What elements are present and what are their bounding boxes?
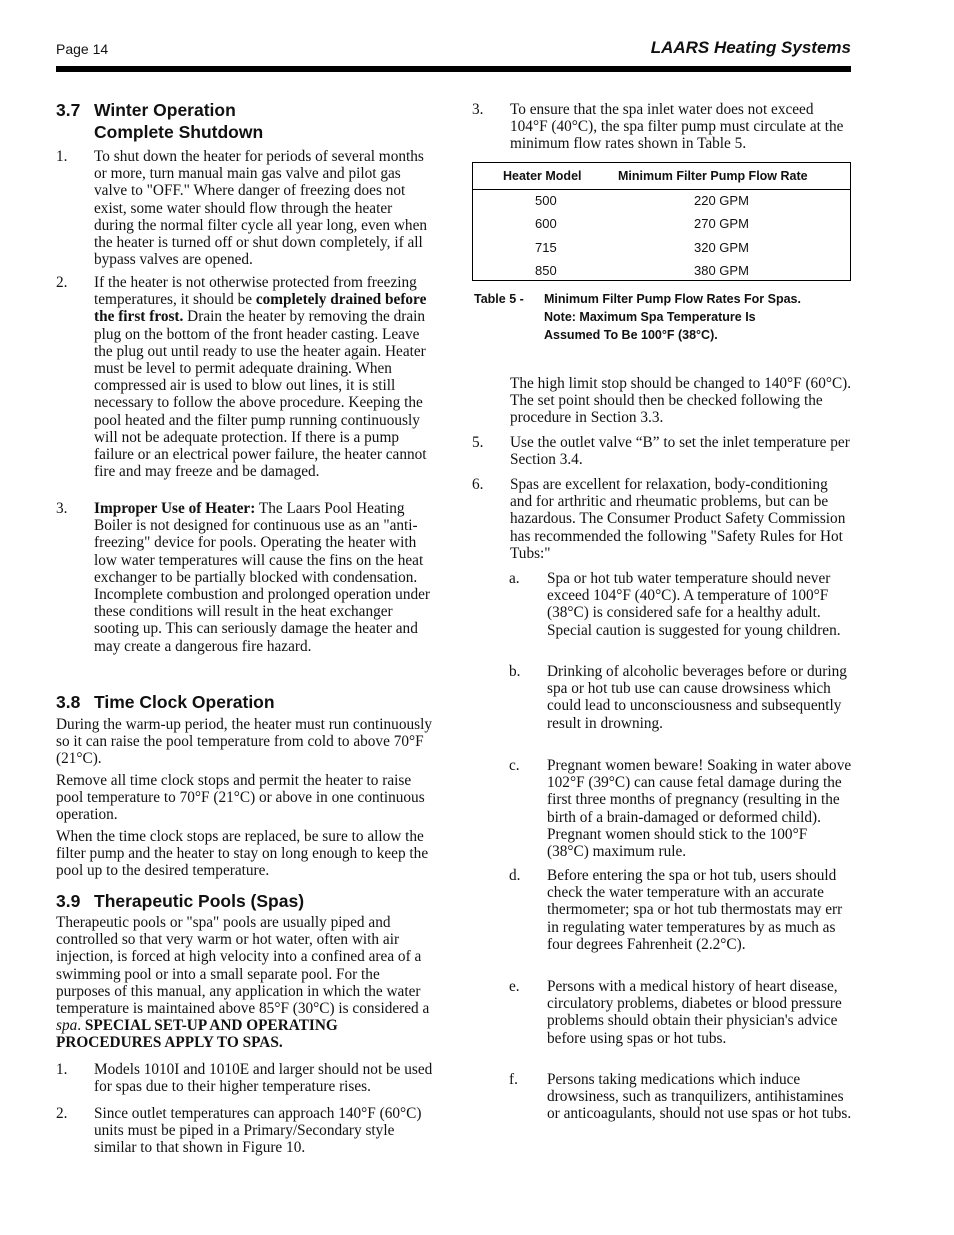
- table-cell: 380 GPM: [694, 263, 749, 278]
- list-item: [56, 148, 434, 268]
- list-item: [56, 1105, 434, 1157]
- item-text: To ensure that the spa inlet water does not exceed 104°F (40°C), the spa filter pump must circulate at the minimum flow rates shown in Table 5.: [510, 101, 844, 153]
- list-item: [472, 434, 852, 468]
- section-number: 3.8: [56, 692, 81, 712]
- text-run: The Laars Pool Heating Boiler is not designed for continuous use as an "anti-freezing" device for pools. Operating the heater with low water temperatures will cause the fins on the heat exchanger to be partially blocked with condensation. Incomplete combustion and prolonged operation under these conditions will result in the heat exchanger sooting up. This can seriously damage the heater and may create a dangerous fire hazard.: [94, 500, 431, 655]
- caption-text: Minimum Filter Pump Flow Rates For Spas.: [544, 292, 801, 306]
- section-title-line2: Complete Shutdown: [94, 122, 264, 142]
- page-number: Page 14: [56, 41, 109, 57]
- table-cell: 600: [535, 216, 557, 231]
- caption-label: Table 5 -: [474, 292, 524, 306]
- section-3-7-heading: [56, 99, 434, 143]
- item-text: Persons taking medications which induce drowsiness, such as tranquilizers, antihistamines or anticoagulants, should not use spas or hot tubs.: [547, 1071, 852, 1123]
- item-letter: b.: [509, 663, 521, 680]
- bold-text: SPECIAL SET-UP AND OPERATING PROCEDURES APPLY TO SPAS.: [56, 1017, 338, 1052]
- sub-list-item: [472, 978, 852, 1047]
- table-cell: 320 GPM: [694, 240, 749, 255]
- item-text: [94, 274, 434, 480]
- item-text: To shut down the heater for periods of several months or more, turn manual main gas valve and pilot gas valve to "OFF." Where danger of freezing does not exist, some water should flow through the heater during the normal filter cycle all year long, even when the heater is turned off or shut down completely, if all bypass valves are opened.: [94, 148, 428, 269]
- brand-title: LAARS Heating Systems: [650, 38, 851, 57]
- section-number: 3.9: [56, 891, 81, 911]
- list-item: [472, 476, 852, 562]
- item-text: Persons with a medical history of heart disease, circulatory problems, diabetes or blood pressure problems should obtain their physician's advice before using spas or hot tubs.: [547, 978, 842, 1047]
- table-header-flow: Minimum Filter Pump Flow Rate: [618, 169, 808, 183]
- item-letter: a.: [509, 570, 520, 587]
- item-text: Models 1010I and 1010E and larger should not be used for spas due to their higher temperature rises.: [94, 1061, 433, 1096]
- item-letter: e.: [509, 978, 520, 995]
- item-number: 1.: [56, 148, 68, 165]
- paragraph: When the time clock stops are replaced, be sure to allow the filter pump and the heater to stay on long enough to keep the pool up to the desired temperature.: [56, 828, 429, 880]
- item-letter: d.: [509, 867, 521, 884]
- table-header-rule: [473, 189, 850, 190]
- item-text: Pregnant women beware! Soaking in water above 102°F (39°C) can cause fetal damage during the first three months of pregnancy (resulting in the birth of a brain-damaged or deformed child). Pregnant women should stick to the 100°F (38°C) maximum rule.: [547, 757, 852, 861]
- sub-list-item: [472, 867, 852, 953]
- table-cell: 500: [535, 193, 557, 208]
- bold-text: completely drained before the first frost.: [94, 291, 427, 326]
- table-cell: 220 GPM: [694, 193, 749, 208]
- section-3-9-heading: [56, 890, 434, 912]
- sub-list-item: [472, 663, 852, 732]
- flow-rate-table: [472, 162, 851, 281]
- table-header-model: Heater Model: [503, 169, 582, 183]
- table-caption: [474, 290, 854, 344]
- sub-list-item: [472, 757, 852, 860]
- text-run: Drain the heater by removing the drain plug on the bottom of the front header casting. Leave the plug out until ready to use the heater again. Heater must be level to permit adequate draining. When compressed air is used to blow out lines, it is still necessary to follow the above procedure. Keeping the pool heated and the filter pump running continuously will not be adequate protection. If there is a pump failure or an electrical power failure, the heater cannot fire and may freeze and be damaged.: [94, 308, 427, 481]
- paragraph: The high limit stop should be changed to 140°F (60°C). The set point should then be checked following the procedure in Section 3.3.: [510, 375, 852, 427]
- item-text: [94, 500, 434, 655]
- paragraph: Remove all time clock stops and permit the heater to raise pool temperature to 70°F (21°C) or above in one continuous operation.: [56, 772, 425, 824]
- list-item: [56, 274, 434, 480]
- table-cell: 715: [535, 240, 557, 255]
- item-text: Since outlet temperatures can approach 140°F (60°C) units must be piped in a Primary/Secondary style similar to that shown in Figure 10.: [94, 1105, 422, 1157]
- section-number: 3.7: [56, 100, 81, 120]
- item-number: 3.: [472, 101, 484, 118]
- item-letter: c.: [509, 757, 520, 774]
- item-number: 2.: [56, 1105, 68, 1122]
- caption-line1: [474, 290, 854, 308]
- text-run: .: [77, 1017, 85, 1035]
- item-number: 6.: [472, 476, 484, 493]
- caption-line3: Assumed To Be 100°F (38°C).: [544, 328, 718, 342]
- italic-text: spa: [56, 1017, 78, 1035]
- bold-text: Improper Use of Heater:: [94, 500, 256, 517]
- item-number: 2.: [56, 274, 68, 291]
- sub-list-item: [472, 570, 852, 639]
- item-text: Before entering the spa or hot tub, users should check the water temperature with an accurate thermometer; spa or hot tub thermostats may err in regulating water temperatures by as much as four degrees Fahrenheit (2.2°C).: [547, 867, 843, 953]
- paragraph: During the warm-up period, the heater must run continuously so it can raise the pool temperature from cold to above 70°F (21°C).: [56, 716, 432, 768]
- header-rule: [56, 66, 851, 72]
- item-text: Use the outlet valve “B” to set the inlet temperature per Section 3.4.: [510, 434, 850, 469]
- section-title: Therapeutic Pools (Spas): [94, 891, 305, 911]
- list-item: [56, 500, 434, 655]
- list-item: [472, 101, 852, 153]
- item-number: 5.: [472, 434, 484, 451]
- text-run: Therapeutic pools or "spa" pools are usually piped and controlled so that very warm or hot water, often with air injection, is forced at high velocity into a confined area of a swimming pool or into a small separate pool. For the purposes of this manual, any application in which the water temperature is maintained above 85°F (30°C) is considered a: [56, 914, 430, 1018]
- caption-line2: Note: Maximum Spa Temperature Is: [544, 310, 756, 324]
- item-text: Spas are excellent for relaxation, body-conditioning and for arthritic and rheumatic problems, but can be hazardous. The Consumer Product Safety Commission has recommended the following "Safety Rules for Hot Tubs:": [510, 476, 846, 562]
- paragraph: [56, 914, 434, 1052]
- item-letter: f.: [509, 1071, 518, 1088]
- item-number: 1.: [56, 1061, 68, 1078]
- table-cell: 850: [535, 263, 557, 278]
- sub-list-item: [472, 1071, 852, 1123]
- item-text: Drinking of alcoholic beverages before or during spa or hot tub use can cause drowsiness which could lead to unconsciousness and subsequently result in drowning.: [547, 663, 847, 732]
- text-run: If the heater is not otherwise protected from freezing temperatures, it should be: [94, 274, 417, 309]
- section-title: Time Clock Operation: [94, 692, 275, 712]
- section-3-8-heading: [56, 691, 434, 713]
- section-title-line1: Winter Operation: [94, 100, 236, 120]
- item-number: 3.: [56, 500, 68, 517]
- list-item: [56, 1061, 434, 1095]
- item-text: Spa or hot tub water temperature should never exceed 104°F (40°C). A temperature of 100°F (38°C) is considered safe for a healthy adult. Special caution is suggested for young children.: [547, 570, 841, 639]
- table-cell: 270 GPM: [694, 216, 749, 231]
